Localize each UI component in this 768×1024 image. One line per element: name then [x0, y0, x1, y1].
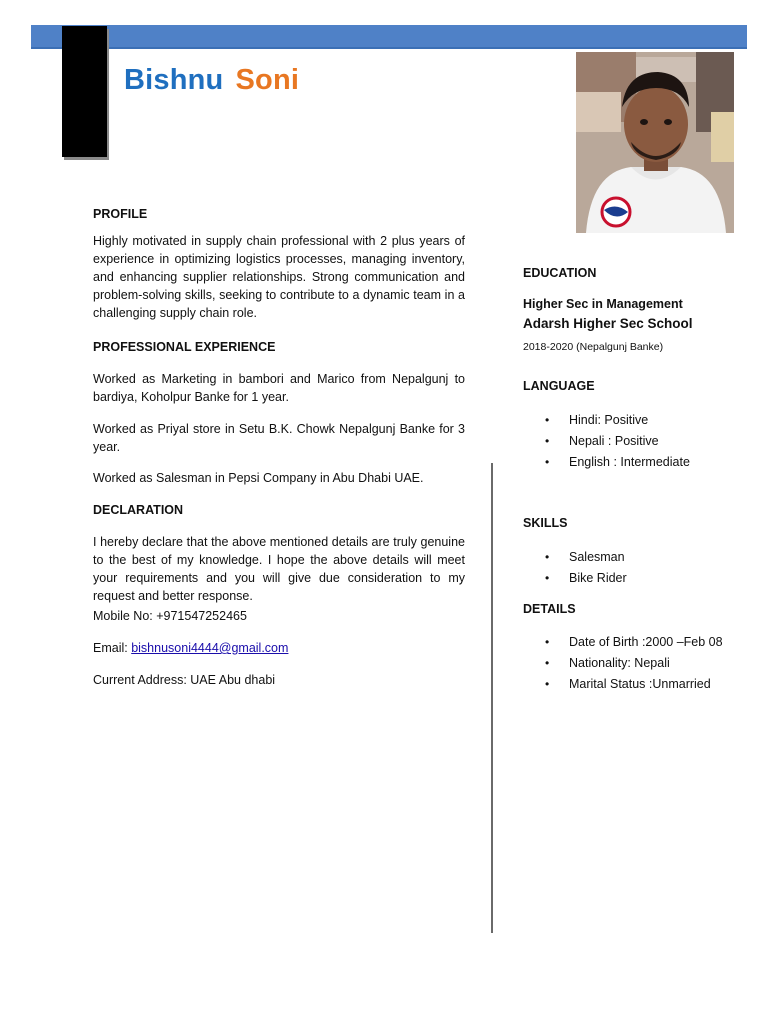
education-heading: EDUCATION [523, 266, 597, 280]
candidate-name [124, 64, 299, 97]
experience-item: Worked as Salesman in Pepsi Company in Abu Dhabi UAE. [93, 471, 424, 485]
bullet-icon: • [545, 550, 550, 564]
list-item: • Bike Rider [523, 568, 627, 589]
declaration-text: I hereby declare that the above mentioned details are truly genuine to the best of my knowledge. I hope the above details will meet your requirements and you will give due consideration to my request and better response. [93, 535, 465, 603]
column-divider [491, 463, 493, 933]
bullet-icon: • [545, 656, 550, 670]
details-list [523, 632, 723, 695]
bullet-icon: • [545, 455, 550, 469]
list-item: • English : Intermediate [523, 452, 690, 473]
profile-heading: PROFILE [93, 207, 148, 221]
profile-photo [576, 52, 734, 233]
profile-text: Highly motivated in supply chain professional with 2 plus years of experience in optimizing logistics processes, managing inventory, and enhancing supplier relationships. Strong communication and problem-solving skills, seeking to contribute to a dynamic team in a challenging supply chain role. [93, 234, 465, 320]
mobile-number: Mobile No: +971547252465 [93, 609, 247, 623]
last-name: Soni [235, 64, 300, 96]
bullet-icon: • [545, 677, 550, 691]
experience-item: Worked as Marketing in bambori and Marico from Nepalgunj to bardiya, Koholpur Banke for 1 year. [93, 372, 465, 404]
list-item: • Marital Status :Unmarried [523, 674, 723, 695]
current-address: Current Address: UAE Abu dhabi [93, 673, 276, 687]
header-accent-block [62, 26, 107, 157]
experience-item: Worked as Priyal store in Setu B.K. Chowk Nepalgunj Banke for 3 year. [93, 422, 465, 454]
email-line [93, 641, 288, 655]
declaration-heading: DECLARATION [93, 503, 184, 517]
education-period: 2018-2020 (Nepalgunj Banke) [523, 341, 664, 353]
bullet-icon: • [545, 434, 550, 448]
list-item: • Hindi: Positive [523, 410, 690, 431]
header-bar [31, 25, 747, 49]
bullet-icon: • [545, 635, 550, 649]
list-item: • Date of Birth :2000 –Feb 08 [523, 632, 723, 653]
education-school: Adarsh Higher Sec School [523, 316, 693, 331]
email-link[interactable]: bishnusoni4444@gmail.com [131, 641, 289, 655]
skills-heading: SKILLS [523, 516, 568, 530]
list-item: • Salesman [523, 547, 627, 568]
language-heading: LANGUAGE [523, 379, 595, 393]
experience-heading: PROFESSIONAL EXPERIENCE [93, 340, 276, 354]
first-name: Bishnu [124, 64, 224, 96]
list-item: • Nationality: Nepali [523, 653, 723, 674]
bullet-icon: • [545, 571, 550, 585]
email-label: Email: [93, 641, 132, 655]
education-degree: Higher Sec in Management [523, 297, 683, 311]
language-list [523, 410, 690, 473]
skills-list [523, 547, 627, 589]
list-item: • Nepali : Positive [523, 431, 690, 452]
details-heading: DETAILS [523, 602, 576, 616]
bullet-icon: • [545, 413, 550, 427]
